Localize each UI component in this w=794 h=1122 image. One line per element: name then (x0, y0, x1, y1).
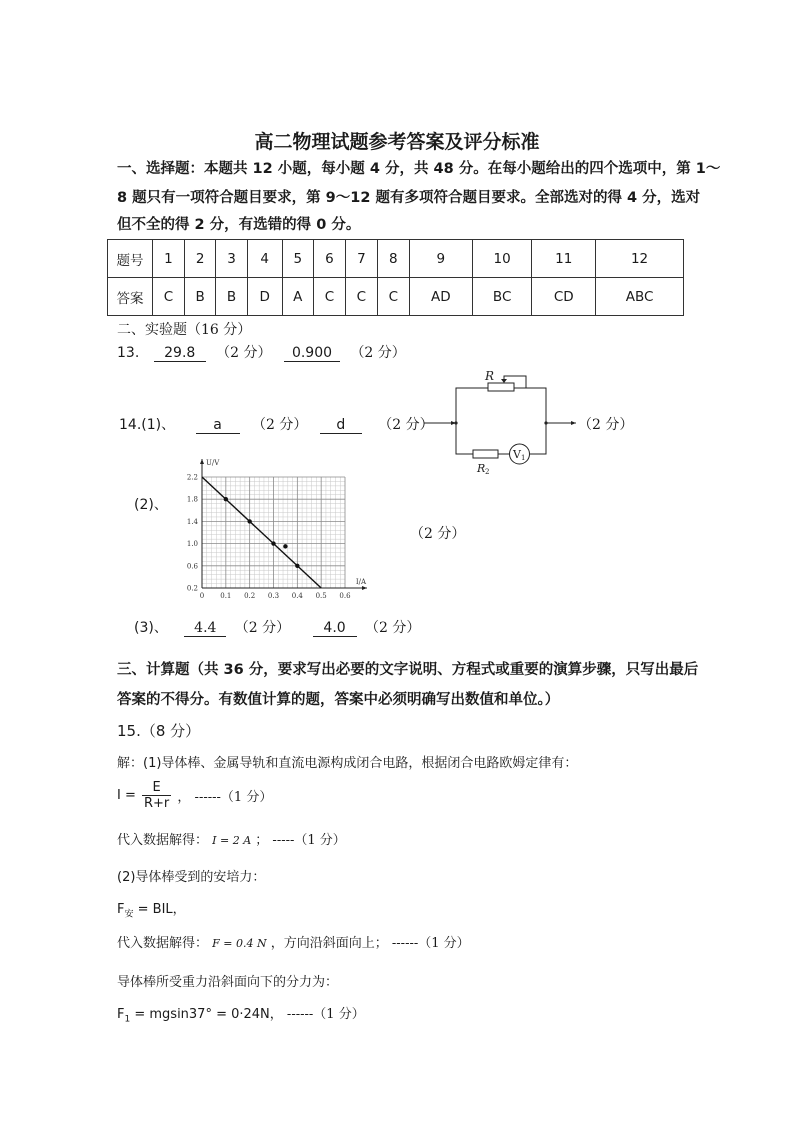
eq2-f: F (117, 902, 125, 917)
p2-eq: I = 2 A (212, 834, 252, 847)
q13-answer-1: 29.8 (154, 345, 206, 362)
section2-heading: 二、实验题（16 分） (117, 322, 252, 338)
q14-circuit-score: （2 分） (578, 417, 634, 433)
table-row-answers (108, 278, 684, 316)
ui-chart (175, 450, 395, 610)
q14-answer-1: a (196, 417, 240, 434)
q14-score-1: （2 分） (252, 417, 308, 433)
table-cell: 1 (153, 240, 185, 278)
label-v: V (513, 448, 521, 461)
label-r2: R (477, 462, 486, 475)
y-tick-label: 1.4 (186, 517, 198, 526)
y-tick-label: 0.2 (186, 584, 198, 593)
table-cell: B (184, 278, 215, 316)
q14-part1-line (119, 414, 434, 434)
eq3-sub: 1 (124, 1014, 131, 1025)
eq3-tail: ------（1 分） (282, 1007, 365, 1022)
x-tick-label: 0 (199, 592, 205, 600)
q15-p3: (2)导体棒受到的安培力： (117, 870, 266, 885)
q14-part3-score-1: （2 分） (234, 620, 291, 636)
x-tick-label: 0.6 (339, 592, 351, 600)
y-tick-label: 2.2 (186, 473, 198, 482)
q14-part2-label: (2)、 (134, 497, 168, 513)
p4-tail: ，方向沿斜面向上； ------（1 分） (270, 936, 470, 951)
table-row-numbers (108, 240, 684, 278)
y-axis-label: U/V (206, 459, 220, 467)
page-title: 高二物理试题参考答案及评分标准 (254, 131, 540, 153)
eq3-rhs: = mgsin37° = 0·24N， (130, 1007, 283, 1022)
table-cell: 2 (184, 240, 215, 278)
q13-label: 13. (117, 345, 140, 361)
data-point (283, 544, 287, 548)
table-cell: 7 (345, 240, 377, 278)
label-v-sub: 1 (521, 454, 526, 462)
p2-prefix: 代入数据解得： (117, 833, 209, 848)
table-cell: ABC (596, 278, 684, 316)
eq1-denominator: R+r (144, 796, 170, 811)
eq2-sub: 安 (124, 909, 134, 920)
eq1-tail: ， ------（1 分） (177, 790, 273, 805)
x-tick-label: 0.2 (244, 592, 256, 600)
table-cell: C (153, 278, 185, 316)
x-axis-arrow-icon (362, 586, 367, 590)
q15-eq2 (117, 898, 186, 920)
resistor-r2 (473, 450, 498, 458)
eq1-lhs: I = (117, 788, 136, 803)
table-cell: 12 (596, 240, 684, 278)
data-point (224, 497, 228, 501)
rheostat-r (488, 383, 514, 391)
rheostat-slider-wire (504, 376, 526, 388)
x-axis-label: I/A (355, 578, 367, 586)
table-cell: CD (532, 278, 596, 316)
table-cell: C (313, 278, 345, 316)
p4-prefix: 代入数据解得： (117, 936, 209, 951)
p4-eq: F = 0.4 N (212, 937, 267, 950)
q14-answer-2: d (320, 417, 362, 434)
table-row-label: 题号 (108, 240, 153, 278)
table-cell: 8 (377, 240, 409, 278)
table-cell: 9 (409, 240, 472, 278)
q15-eq3 (117, 1003, 365, 1025)
table-cell: AD (409, 278, 472, 316)
y-axis-arrow-icon (200, 459, 204, 464)
x-tick-label: 0.3 (267, 592, 280, 600)
data-point (295, 564, 299, 568)
table-cell: BC (472, 278, 532, 316)
table-row-label: 答案 (108, 278, 153, 316)
table-cell: 10 (472, 240, 532, 278)
table-cell: 5 (282, 240, 313, 278)
label-r2-sub: 2 (485, 468, 490, 476)
q14-label: 14.(1)、 (119, 417, 176, 433)
circuit-wire (456, 423, 473, 454)
answer-table (107, 239, 684, 316)
table-cell: C (345, 278, 377, 316)
eq3-f: F (117, 1007, 125, 1022)
slider-arrow-icon (501, 379, 507, 383)
q15-p2 (117, 829, 346, 848)
circuit-wire (514, 388, 546, 423)
table-cell: 6 (313, 240, 345, 278)
table-cell: B (216, 278, 247, 316)
circuit-wire (530, 423, 546, 454)
data-point (247, 519, 251, 523)
current-arrow-icon (571, 421, 576, 425)
table-cell: 11 (532, 240, 596, 278)
y-tick-label: 1.0 (186, 540, 198, 549)
table-cell: C (377, 278, 409, 316)
q15-p1: 解：(1)导体棒、金属导轨和直流电源构成闭合电路，根据闭合电路欧姆定律有： (117, 756, 578, 771)
table-cell: 4 (247, 240, 282, 278)
table-cell: D (247, 278, 282, 316)
label-r: R (485, 369, 495, 383)
y-tick-label: 0.6 (186, 562, 198, 571)
q15-p5: 导体棒所受重力沿斜面向下的分力为： (117, 975, 339, 990)
q14-part3-label: (3)、 (134, 620, 168, 636)
q14-part2-score: （2 分） (410, 526, 466, 542)
table-cell: 3 (216, 240, 247, 278)
q13-answer-2: 0.900 (284, 345, 340, 362)
p2-tail: ； -----（1 分） (255, 833, 346, 848)
section1-intro-line2: 8 题只有一项符合题目要求，第 9～12 题有多项符合题目要求。全部选对的得 4 分，选对 (117, 190, 701, 206)
data-point (271, 541, 275, 545)
q15-label: 15.（8 分） (117, 722, 201, 740)
x-tick-label: 0.5 (315, 592, 327, 600)
eq1-fraction (142, 780, 171, 811)
section3-heading-line2: 答案的不得分。有数值计算的题，答案中必须明确写出数值和单位。） (117, 692, 560, 708)
q14-part3-line (134, 617, 420, 637)
section3-heading-line1: 三、计算题（共 36 分，要求写出必要的文字说明、方程式或重要的演算步骤，只写出最后 (117, 662, 699, 678)
x-tick-label: 0.4 (291, 592, 303, 600)
circuit-wire (456, 388, 488, 423)
q13-score-2: （2 分） (350, 345, 406, 361)
q15-p4 (117, 932, 470, 951)
table-cell: A (282, 278, 313, 316)
q14-part3-answer-1: 4.4 (184, 620, 226, 637)
q14-part3-answer-2: 4.0 (313, 620, 357, 637)
eq1-numerator: E (142, 780, 171, 796)
q13-line (117, 342, 406, 362)
q15-eq1 (117, 780, 272, 811)
q14-part3-score-2: （2 分） (365, 620, 421, 636)
x-tick-label: 0.1 (220, 592, 232, 600)
fit-line (202, 477, 321, 588)
q14-score-2: （2 分） (378, 417, 434, 433)
circuit-node (544, 421, 547, 424)
section1-intro-line1: 一、选择题：本题共 12 小题，每小题 4 分，共 48 分。在每小题给出的四个选项中，第 1～ (117, 161, 721, 177)
eq2-rhs: = BIL， (133, 902, 186, 917)
section1-intro-line3: 但不全的得 2 分，有选错的得 0 分。 (117, 217, 361, 233)
y-tick-label: 1.8 (186, 495, 198, 504)
q13-score-1: （2 分） (216, 345, 272, 361)
